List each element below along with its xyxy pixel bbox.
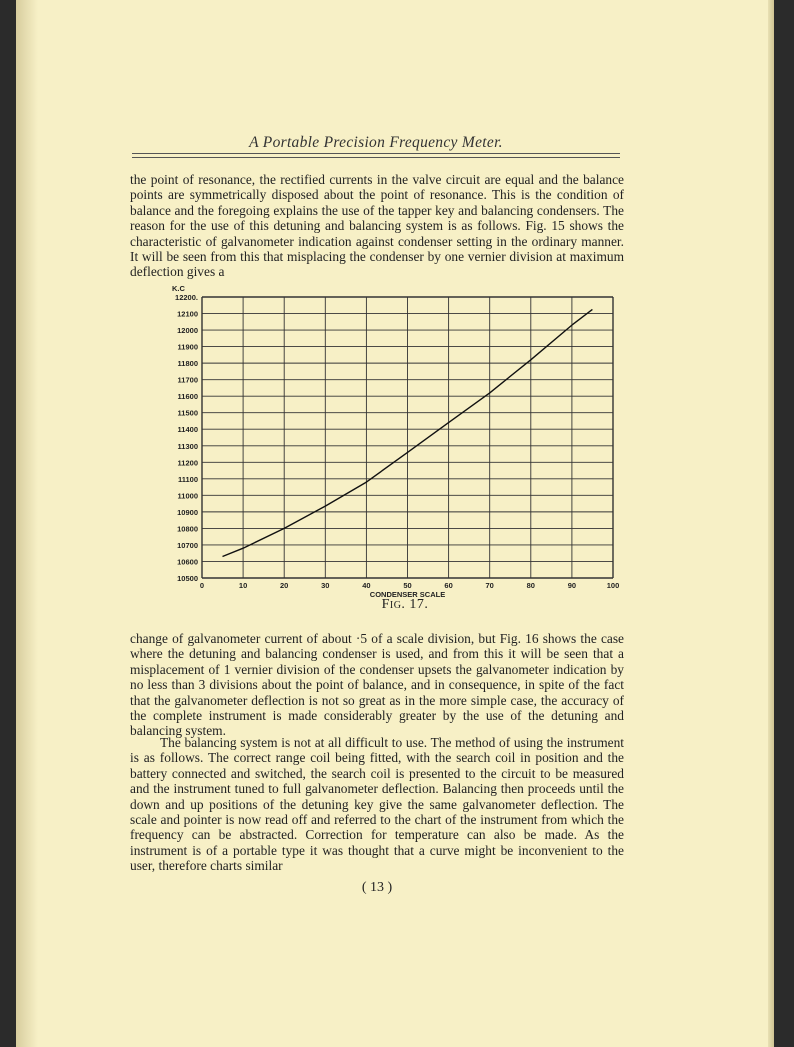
y-tick-label: 11400 [177, 425, 198, 435]
y-tick-label: 11200 [177, 458, 198, 468]
x-tick-label: 40 [362, 581, 371, 590]
y-tick-label: 10500 [177, 574, 198, 583]
y-tick-label: 11700 [177, 375, 198, 385]
y-axis-label: K.C [172, 284, 185, 293]
y-tick-label: 11100 [177, 474, 198, 484]
y-tick-label: 12200. [175, 293, 198, 302]
x-tick-label: 20 [280, 581, 289, 590]
y-tick-label: 11800 [177, 359, 198, 369]
y-tick-label: 11000 [177, 491, 198, 501]
header-rule-top [132, 153, 620, 154]
running-header: A Portable Precision Frequency Meter. [249, 134, 503, 151]
y-tick-label: 10600 [177, 557, 198, 567]
x-tick-label: 30 [321, 581, 330, 590]
y-tick-label: 11900 [177, 342, 198, 352]
paragraph-3: The balancing system is not at all difficult to use. The method of using the instrument is as follows. The correct range coil being fitted, with the search coil in position and the battery connected and switched, the search coil is presented to the circuit to be measured and the instrument tuned to full galvanometer deflection. Balancing then proceeds until the down and up positions of the detuning key give the same galvanometer deflection. The scale and pointer is now read off and referred to the chart of the instrument from which the frequency can be abstracted. Correction for temperature can also be made. As the instrument is of a portable type it was thought that a curve might be inconvenient to the user, therefore charts similar [130, 735, 624, 874]
frequency-chart [160, 283, 625, 603]
y-tick-label: 12100 [177, 309, 198, 319]
y-tick-label: 11600 [177, 392, 198, 402]
y-tick-label: 12000 [177, 326, 198, 336]
paragraph-2: change of galvanometer current of about ·5 of a scale division, but Fig. 16 shows the case where the detuning and balancing condenser is used, and from this it will be seen that a misplacement of 1 vernier division of the condenser upsets the galvanometer indication by no less than 3 divisions about the point of balance, and in consequence, in spite of the fact that the galvanometer deflection is not so great as in the more simple case, the accuracy of the complete instrument is made considerably greater by the use of the detuning and balancing system. [130, 631, 624, 739]
x-tick-label: 90 [567, 581, 577, 590]
y-tick-label: 11300 [177, 441, 198, 451]
x-tick-label: 0 [199, 581, 205, 590]
page-edge [768, 0, 774, 1047]
paragraph-1: the point of resonance, the rectified currents in the valve circuit are equal and the balance points are symmetrically disposed about the point of resonance. This is the condition of balance and the foregoing explains the use of the tapper key and balancing condensers. The reason for the use of this detuning and balancing system is as follows. Fig. 15 shows the characteristic of galvanometer indication against condenser setting in the ordinary manner. It will be seen from this that misplacing the condenser by one vernier division at maximum deflection gives a [130, 172, 624, 280]
x-axis-label: CONDENSER SCALE [369, 590, 446, 599]
x-tick-label: 60 [444, 581, 453, 590]
figure-caption: Fig. 17. [381, 597, 429, 612]
y-tick-label: 10900 [177, 507, 198, 517]
x-tick-label: 50 [403, 581, 412, 590]
x-tick-label: 100 [606, 581, 620, 590]
page-number: ( 13 ) [361, 880, 393, 895]
x-tick-label: 80 [526, 581, 535, 590]
x-tick-label: 70 [485, 581, 494, 590]
x-tick-label: 10 [238, 581, 248, 590]
y-tick-label: 11500 [177, 408, 198, 418]
header-rule-bottom [132, 157, 620, 158]
figure-17 [160, 283, 625, 603]
y-tick-label: 10800 [177, 524, 198, 534]
y-tick-label: 10700 [177, 540, 198, 550]
